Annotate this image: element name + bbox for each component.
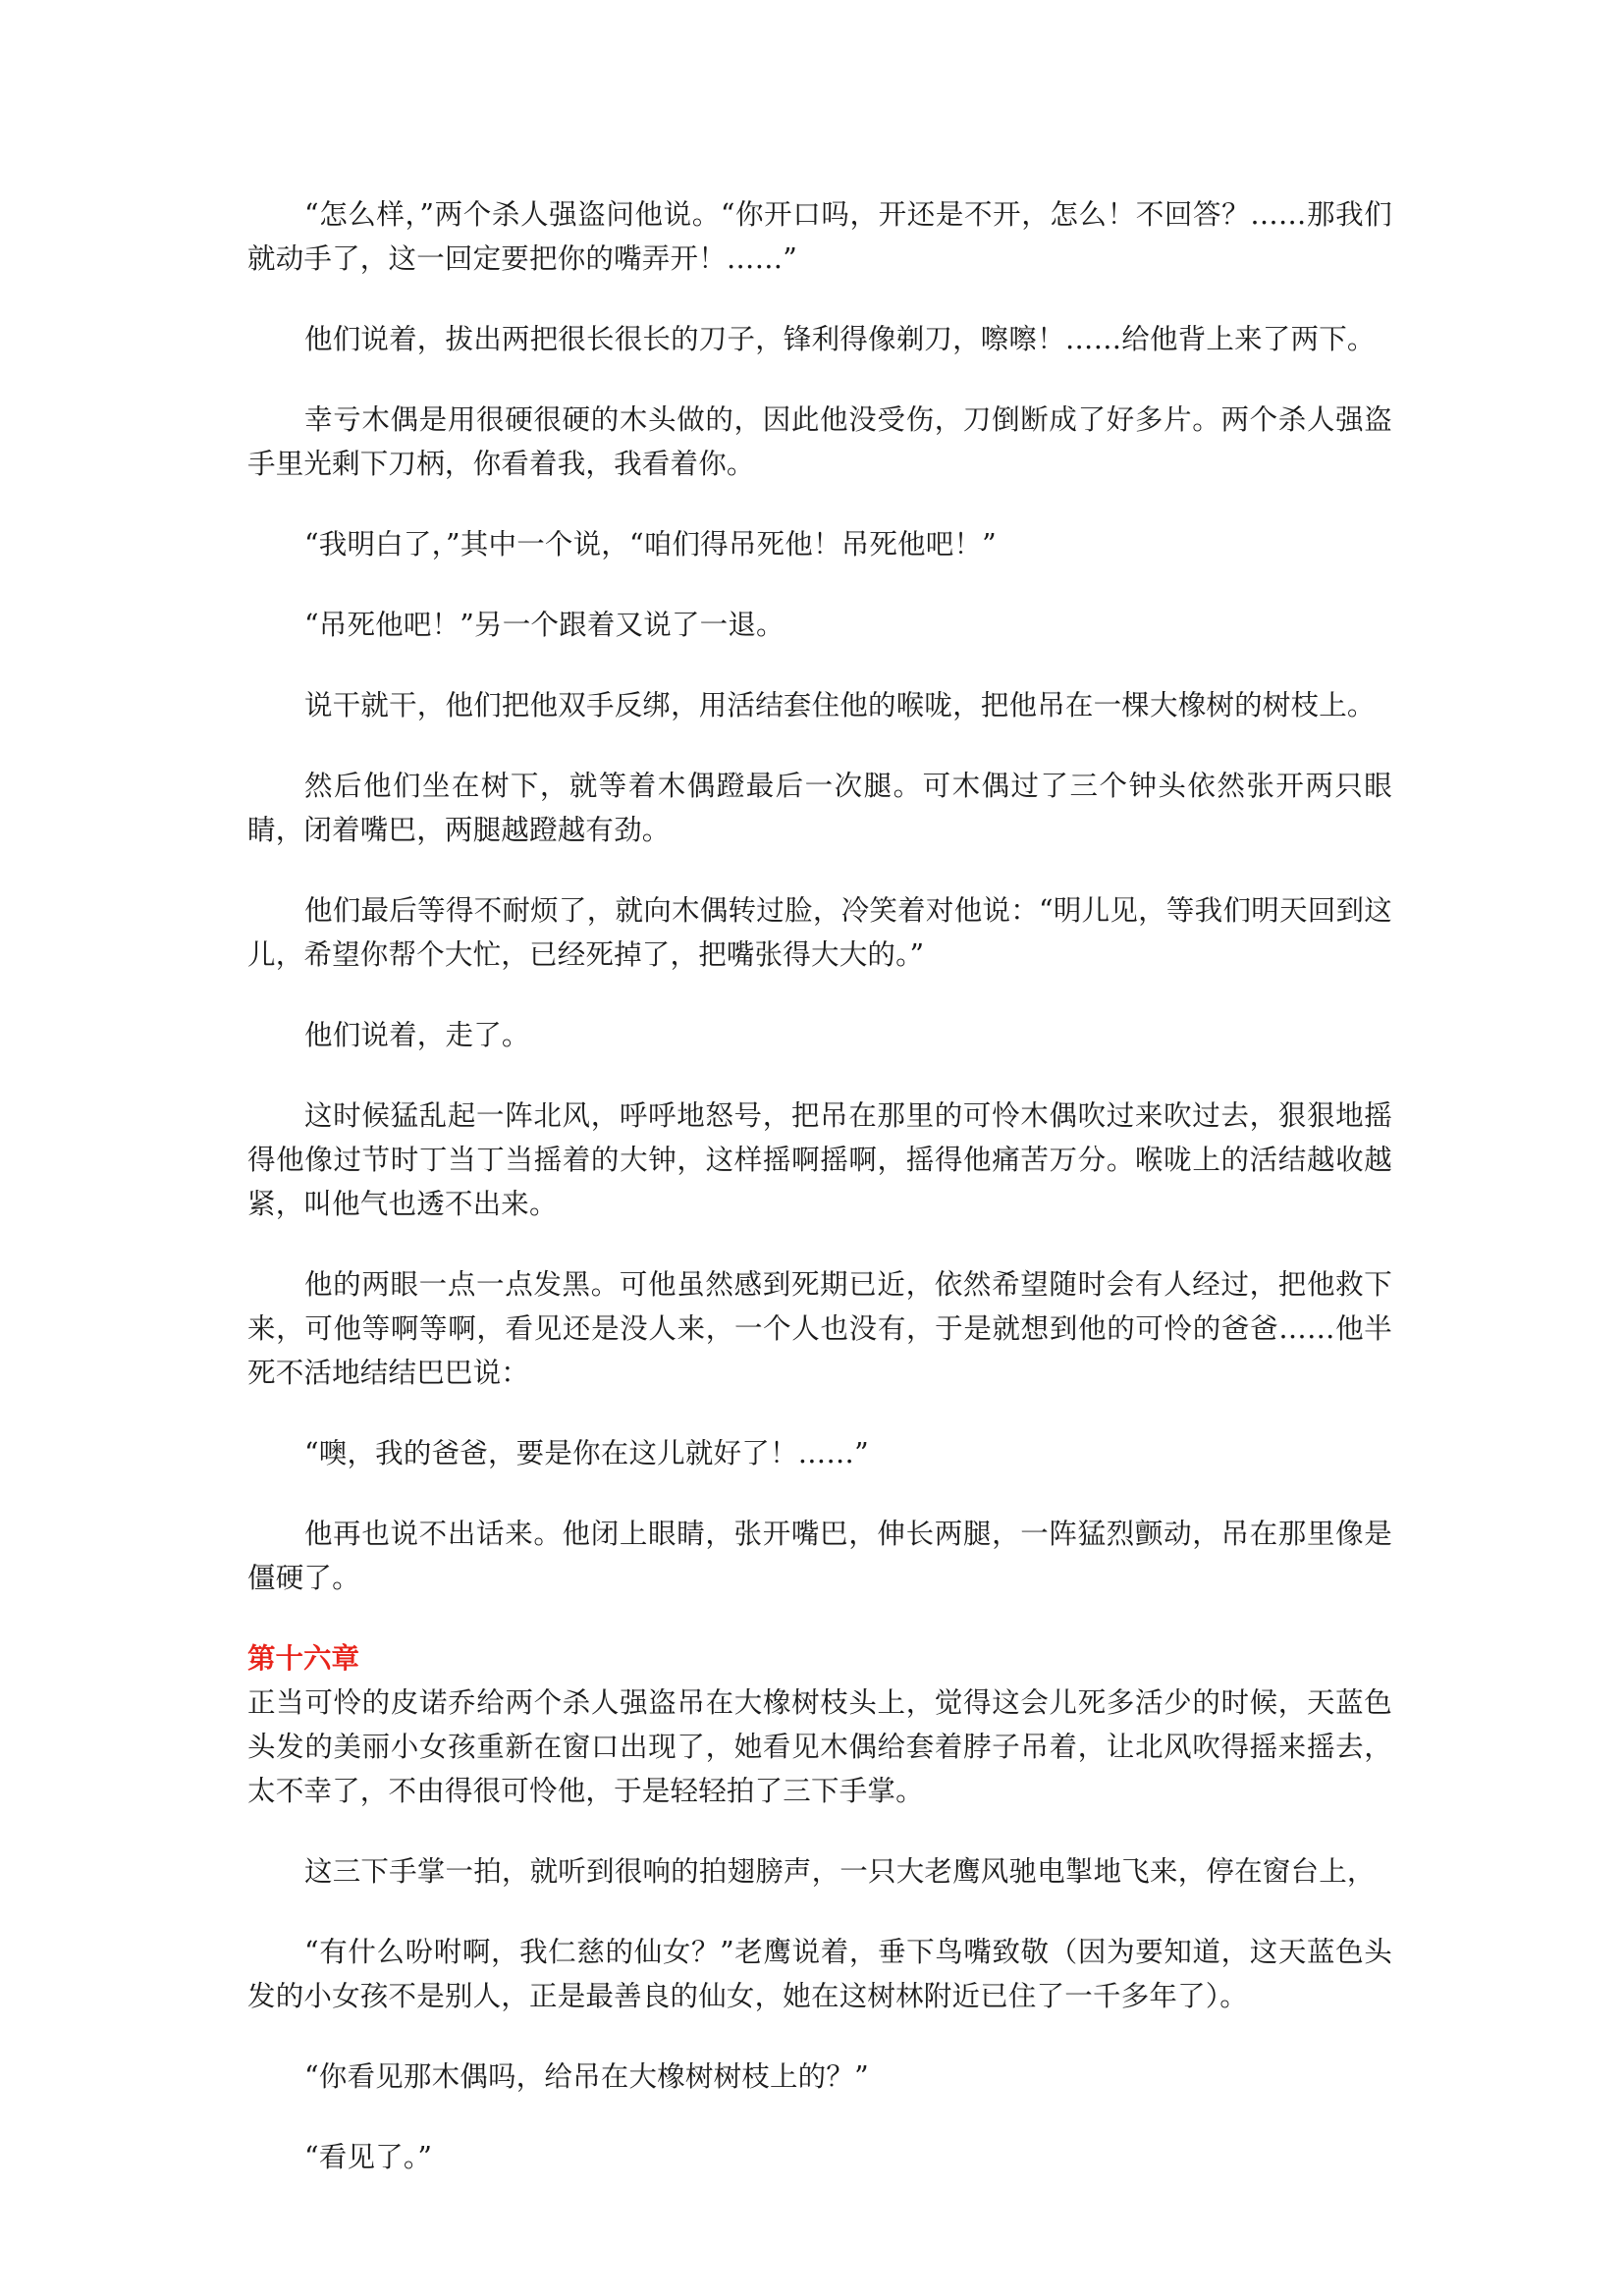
paragraph: “你看见那木偶吗，给吊在大橡树树枝上的？” <box>304 2060 869 2093</box>
chapter-section <box>247 1636 1392 1813</box>
paragraph: 他们说着，走了。 <box>304 1019 530 1051</box>
paragraph: “吊死他吧！”另一个跟着又说了一退。 <box>304 609 785 641</box>
paragraph: “看见了。” <box>304 2141 433 2173</box>
document-page <box>247 192 1392 2216</box>
paragraph: 他们最后等得不耐烦了，就向木偶转过脸，冷笑着对他说：“明儿见，等我们明天回到这儿，希望你帮个大忙，已经死掉了，把嘴张得大大的。” <box>247 894 1392 971</box>
paragraph: 他的两眼一点一点发黑。可他虽然感到死期已近，依然希望随时会有人经过，把他救下来，可他等啊等啊，看见还是没人来，一个人也没有，于是就想到他的可怜的爸爸……他半死不活地结结巴巴说： <box>247 1268 1392 1389</box>
paragraph: 幸亏木偶是用很硬很硬的木头做的，因此他没受伤，刀倒断成了好多片。两个杀人强盗手里光剩下刀柄，你看着我，我看着你。 <box>247 403 1392 480</box>
paragraph: “有什么吩咐啊，我仁慈的仙女？”老鹰说着，垂下鸟嘴致敬（因为要知道，这天蓝色头发的小女孩不是别人，正是最善良的仙女，她在这树林附近已住了一千多年了）。 <box>247 1936 1392 2012</box>
chapter-first-paragraph: 正当可怜的皮诺乔给两个杀人强盗吊在大橡树枝头上，觉得这会儿死多活少的时候，天蓝色头发的美丽小女孩重新在窗口出现了，她看见木偶给套着脖子吊着，让北风吹得摇来摇去，太不幸了，不由得很可怜他，于是轻轻拍了三下手掌。 <box>247 1686 1392 1807</box>
paragraph: “噢，我的爸爸，要是你在这儿就好了！……” <box>304 1437 869 1469</box>
paragraph: “怎么样，”两个杀人强盗问他说。“你开口吗，开还是不开，怎么！不回答？……那我们就动手了，这一回定要把你的嘴弄开！……” <box>247 198 1392 275</box>
paragraph: 说干就干，他们把他双手反绑，用活结套住他的喉咙，把他吊在一棵大橡树的树枝上。 <box>304 689 1376 721</box>
paragraph: 然后他们坐在树下，就等着木偶蹬最后一次腿。可木偶过了三个钟头依然张开两只眼睛，闭着嘴巴，两腿越蹬越有劲。 <box>247 770 1392 846</box>
paragraph: 这三下手掌一拍，就听到很响的拍翅膀声，一只大老鹰风驰电掣地飞来，停在窗台上， <box>304 1855 1376 1888</box>
chapter-heading: 第十六章 <box>247 1641 360 1675</box>
paragraph: “我明白了，”其中一个说，“咱们得吊死他！吊死他吧！” <box>304 528 997 561</box>
paragraph: 这时候猛乱起一阵北风，呼呼地怒号，把吊在那里的可怜木偶吹过来吹过去，狠狠地摇得他像过节时丁当丁当摇着的大钟，这样摇啊摇啊，摇得他痛苦万分。喉咙上的活结越收越紧，叫他气也透不出来。 <box>247 1099 1392 1220</box>
paragraph: 他再也说不出话来。他闭上眼睛，张开嘴巴，伸长两腿，一阵猛烈颤动，吊在那里像是僵硬了。 <box>247 1518 1392 1594</box>
paragraph: 他们说着，拔出两把很长很长的刀子，锋利得像剃刀，嚓嚓！……给他背上来了两下。 <box>304 323 1376 355</box>
